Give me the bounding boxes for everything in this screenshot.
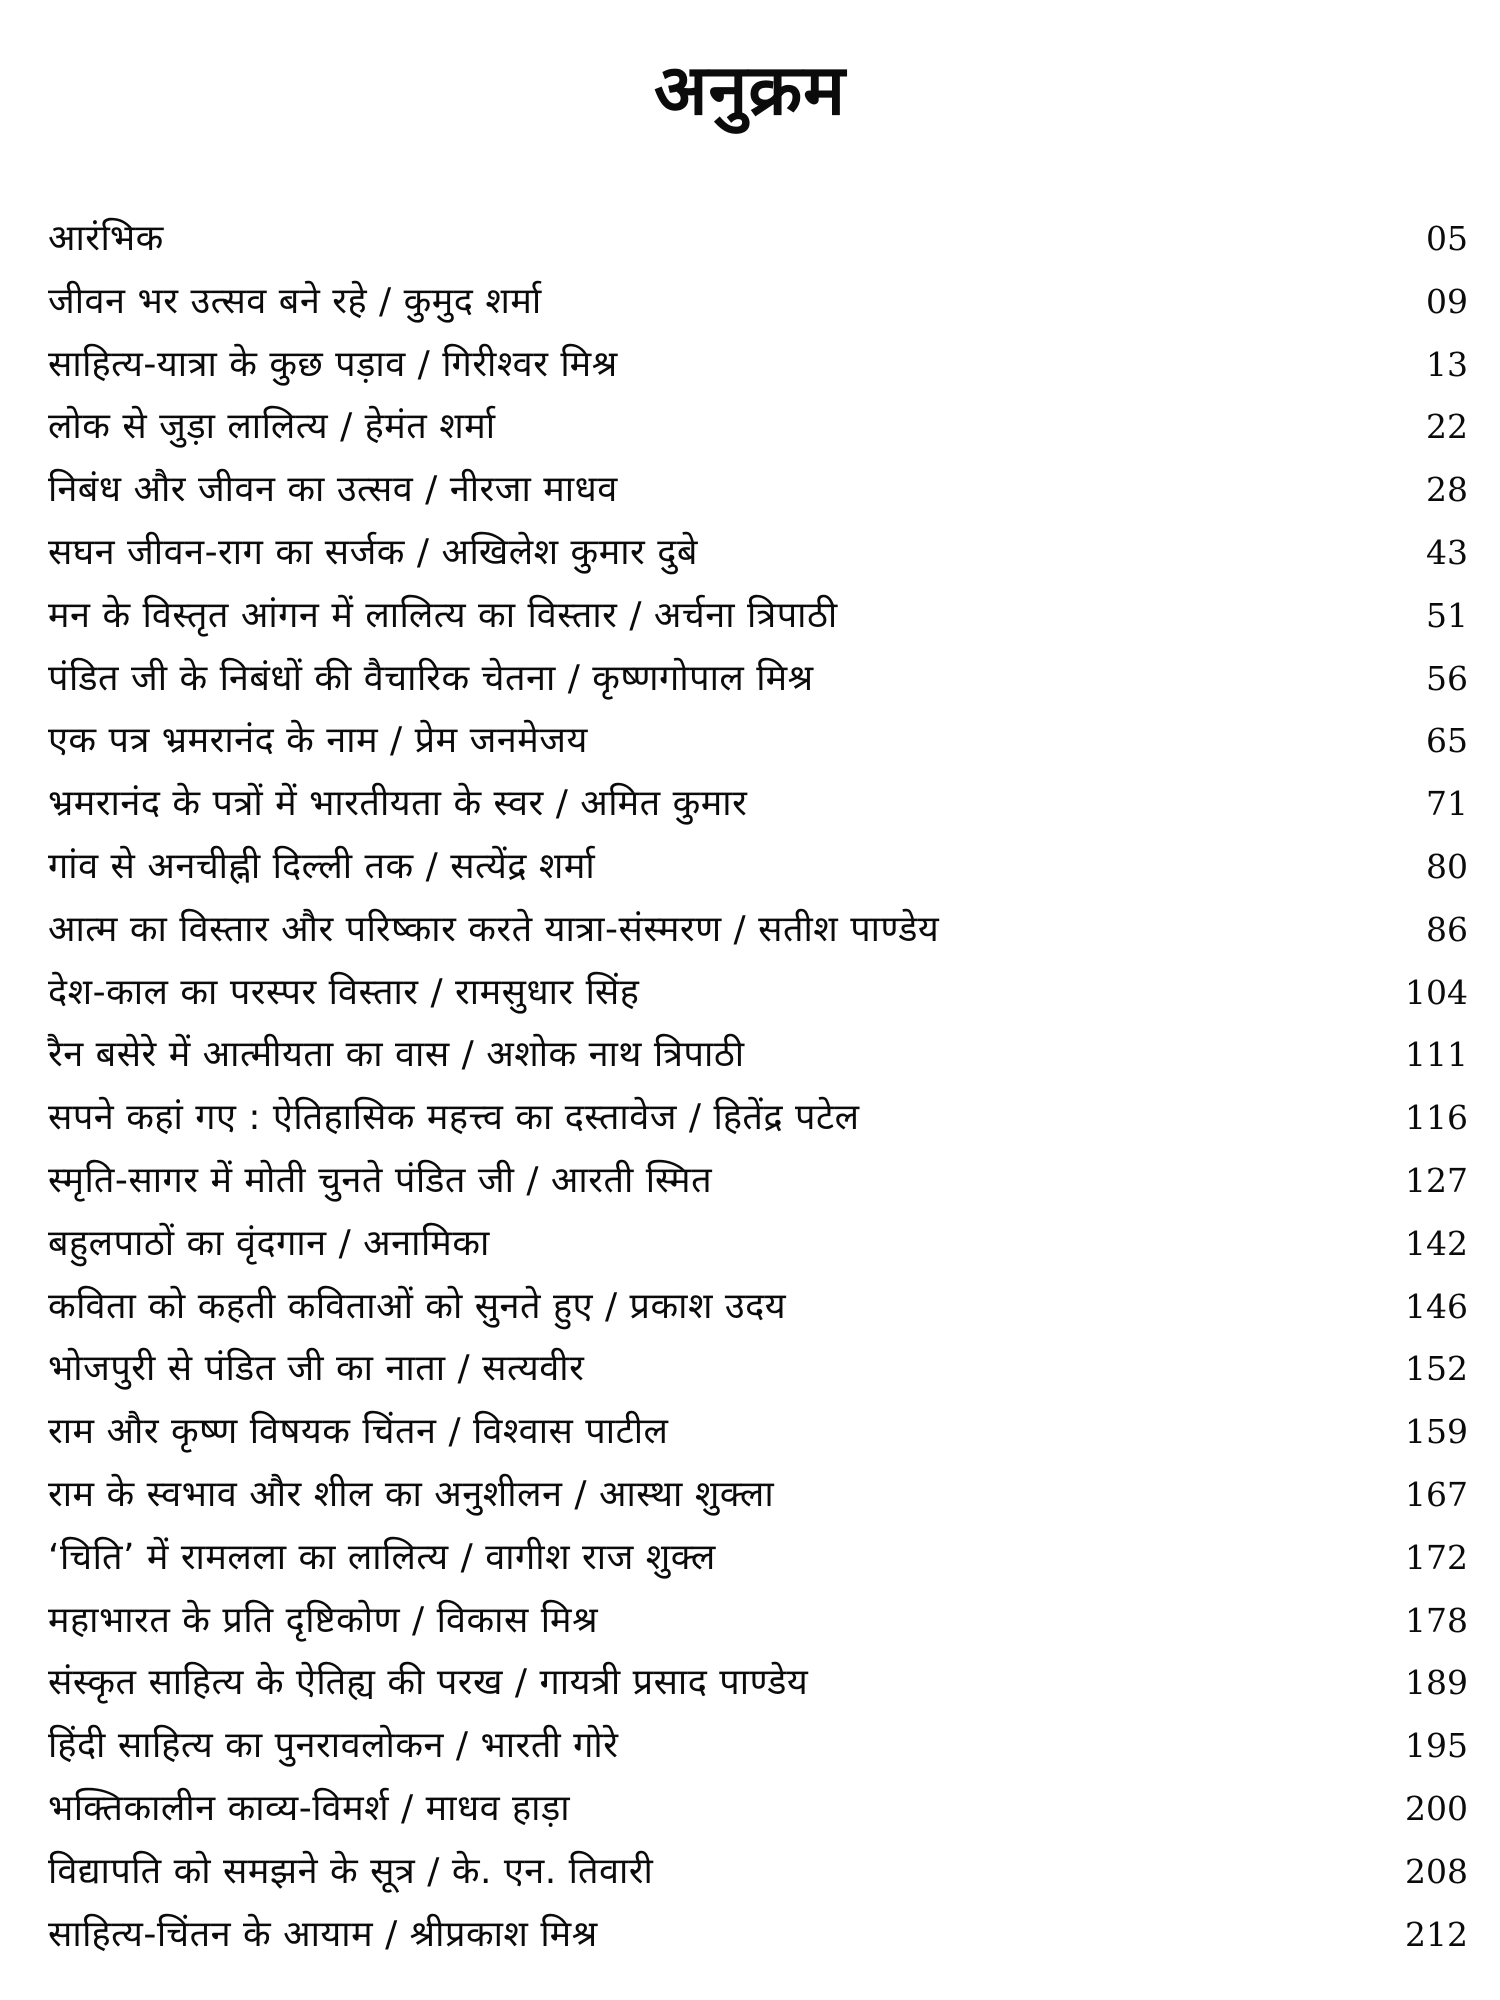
toc-entry-page: 28	[1426, 470, 1468, 510]
toc-entry	[48, 773, 1468, 836]
toc-entry	[48, 648, 1468, 711]
toc-entry	[48, 208, 1468, 271]
toc-entry	[48, 1150, 1468, 1213]
toc-entry-page: 80	[1426, 846, 1468, 886]
toc-entry-title: गांव से अनचीह्नी दिल्ली तक / सत्येंद्र शर्मा	[48, 845, 596, 887]
toc-entry-page: 56	[1426, 658, 1468, 698]
page-title: अनुक्रम	[654, 49, 846, 131]
toc-entry-title: स्मृति-सागर में मोती चुनते पंडित जी / आरती स्मित	[48, 1159, 713, 1201]
toc-entry-page: 142	[1405, 1223, 1468, 1263]
toc-entry	[48, 1778, 1468, 1841]
toc-entry-title: आत्म का विस्तार और परिष्कार करते यात्रा-संस्मरण / सतीश पाण्डेय	[48, 908, 940, 950]
toc-entry	[48, 1904, 1468, 1967]
toc-entry	[48, 1841, 1468, 1904]
toc-entry-page: 111	[1405, 1035, 1468, 1075]
toc-entry	[48, 1213, 1468, 1276]
toc-entry	[48, 1715, 1468, 1778]
toc-entry-page: 104	[1405, 972, 1468, 1012]
toc-entry-page: 152	[1405, 1349, 1468, 1389]
toc-entry-title: निबंध और जीवन का उत्सव / नीरजा माधव	[48, 469, 618, 511]
toc-entry	[48, 1401, 1468, 1464]
toc-entry-title: मन के विस्तृत आंगन में लालित्य का विस्तार / अर्चना त्रिपाठी	[48, 594, 838, 636]
toc-entry-title: रैन बसेरे में आत्मीयता का वास / अशोक नाथ त्रिपाठी	[48, 1034, 745, 1076]
toc-entry-page: 212	[1405, 1914, 1468, 1954]
toc-entry-title: राम के स्वभाव और शील का अनुशीलन / आस्था शुक्ला	[48, 1473, 775, 1515]
toc-entry-page: 189	[1405, 1663, 1468, 1703]
toc-entry-title: संस्कृत साहित्य के ऐतिह्य की परख / गायत्री प्रसाद पाण्डेय	[48, 1662, 809, 1704]
toc-entry-title: बहुलपाठों का वृंदगान / अनामिका	[48, 1222, 490, 1264]
toc-entry-page: 71	[1426, 784, 1468, 824]
toc-entry-page: 167	[1405, 1474, 1468, 1514]
toc-entry-page: 05	[1426, 219, 1468, 258]
toc-entry-page: 200	[1405, 1788, 1468, 1828]
toc-entry	[48, 1527, 1468, 1590]
toc-entry	[48, 334, 1468, 397]
toc-entry	[48, 396, 1468, 459]
toc-entry	[48, 1338, 1468, 1401]
toc-entry-title: भक्तिकालीन काव्य-विमर्श / माधव हाड़ा	[48, 1787, 571, 1829]
toc-entry-page: 22	[1426, 407, 1468, 447]
toc-entry-title: ‘चिति’ में रामलला का लालित्य / वागीश राज शुक्ल	[48, 1536, 716, 1578]
toc-entry	[48, 1087, 1468, 1150]
toc-entry-page: 13	[1426, 344, 1468, 384]
toc-entry-title: विद्यापति को समझने के सूत्र / के. एन. तिवारी	[48, 1850, 654, 1892]
toc-entry-page: 43	[1426, 532, 1468, 572]
toc-entry	[48, 459, 1468, 522]
toc-entry-page: 208	[1405, 1851, 1468, 1891]
toc-entry-page: 86	[1426, 909, 1468, 949]
toc-entry	[48, 899, 1468, 962]
toc-entry-page: 172	[1405, 1537, 1468, 1577]
toc-entry-title: साहित्य-यात्रा के कुछ पड़ाव / गिरीश्वर मिश्र	[48, 343, 618, 385]
toc-entry-page: 159	[1405, 1412, 1468, 1452]
toc-entry	[48, 1464, 1468, 1527]
toc-entry-page: 116	[1405, 1098, 1468, 1138]
toc-entry	[48, 271, 1468, 334]
toc-entry	[48, 522, 1468, 585]
toc-entry	[48, 1276, 1468, 1339]
toc-entry-title: साहित्य-चिंतन के आयाम / श्रीप्रकाश मिश्र	[48, 1913, 598, 1955]
toc-entry-title: जीवन भर उत्सव बने रहे / कुमुद शर्मा	[48, 280, 542, 322]
toc-entry-title: महाभारत के प्रति दृष्टिकोण / विकास मिश्र	[48, 1599, 599, 1641]
toc-entry-title: सपने कहां गए : ऐतिहासिक महत्त्व का दस्तावेज / हितेंद्र पटेल	[48, 1097, 860, 1139]
toc-entry	[48, 710, 1468, 773]
toc-entry-title: एक पत्र भ्रमरानंद के नाम / प्रेम जनमेजय	[48, 720, 588, 762]
toc-entry-title: राम और कृष्ण विषयक चिंतन / विश्वास पाटील	[48, 1411, 669, 1453]
toc-entry-page: 195	[1405, 1726, 1468, 1766]
toc-entry-title: देश-काल का परस्पर विस्तार / रामसुधार सिंह	[48, 971, 640, 1013]
table-of-contents	[48, 208, 1468, 1966]
toc-entry-title: हिंदी साहित्य का पुनरावलोकन / भारती गोरे	[48, 1725, 619, 1767]
toc-entry-title: लोक से जुड़ा लालित्य / हेमंत शर्मा	[48, 406, 496, 448]
toc-entry	[48, 1024, 1468, 1087]
toc-entry	[48, 836, 1468, 899]
toc-entry-title: भोजपुरी से पंडित जी का नाता / सत्यवीर	[48, 1348, 585, 1390]
toc-entry-page: 146	[1405, 1286, 1468, 1326]
toc-entry	[48, 585, 1468, 648]
toc-entry-title: भ्रमरानंद के पत्रों में भारतीयता के स्वर / अमित कुमार	[48, 783, 748, 825]
toc-entry	[48, 1590, 1468, 1653]
toc-entry-title: कविता को कहती कविताओं को सुनते हुए / प्रकाश उदय	[48, 1285, 787, 1327]
toc-entry-title: आरंभिक	[48, 218, 164, 259]
toc-entry-page: 178	[1405, 1600, 1468, 1640]
toc-entry-title: पंडित जी के निबंधों की वैचारिक चेतना / कृष्णगोपाल मिश्र	[48, 657, 814, 699]
toc-entry-page: 65	[1426, 721, 1468, 761]
toc-entry-page: 127	[1405, 1160, 1468, 1200]
toc-entry	[48, 1652, 1468, 1715]
toc-entry-page: 51	[1426, 595, 1468, 635]
toc-entry	[48, 962, 1468, 1025]
toc-entry-page: 09	[1426, 281, 1468, 321]
toc-entry-title: सघन जीवन-राग का सर्जक / अखिलेश कुमार दुबे	[48, 531, 698, 573]
